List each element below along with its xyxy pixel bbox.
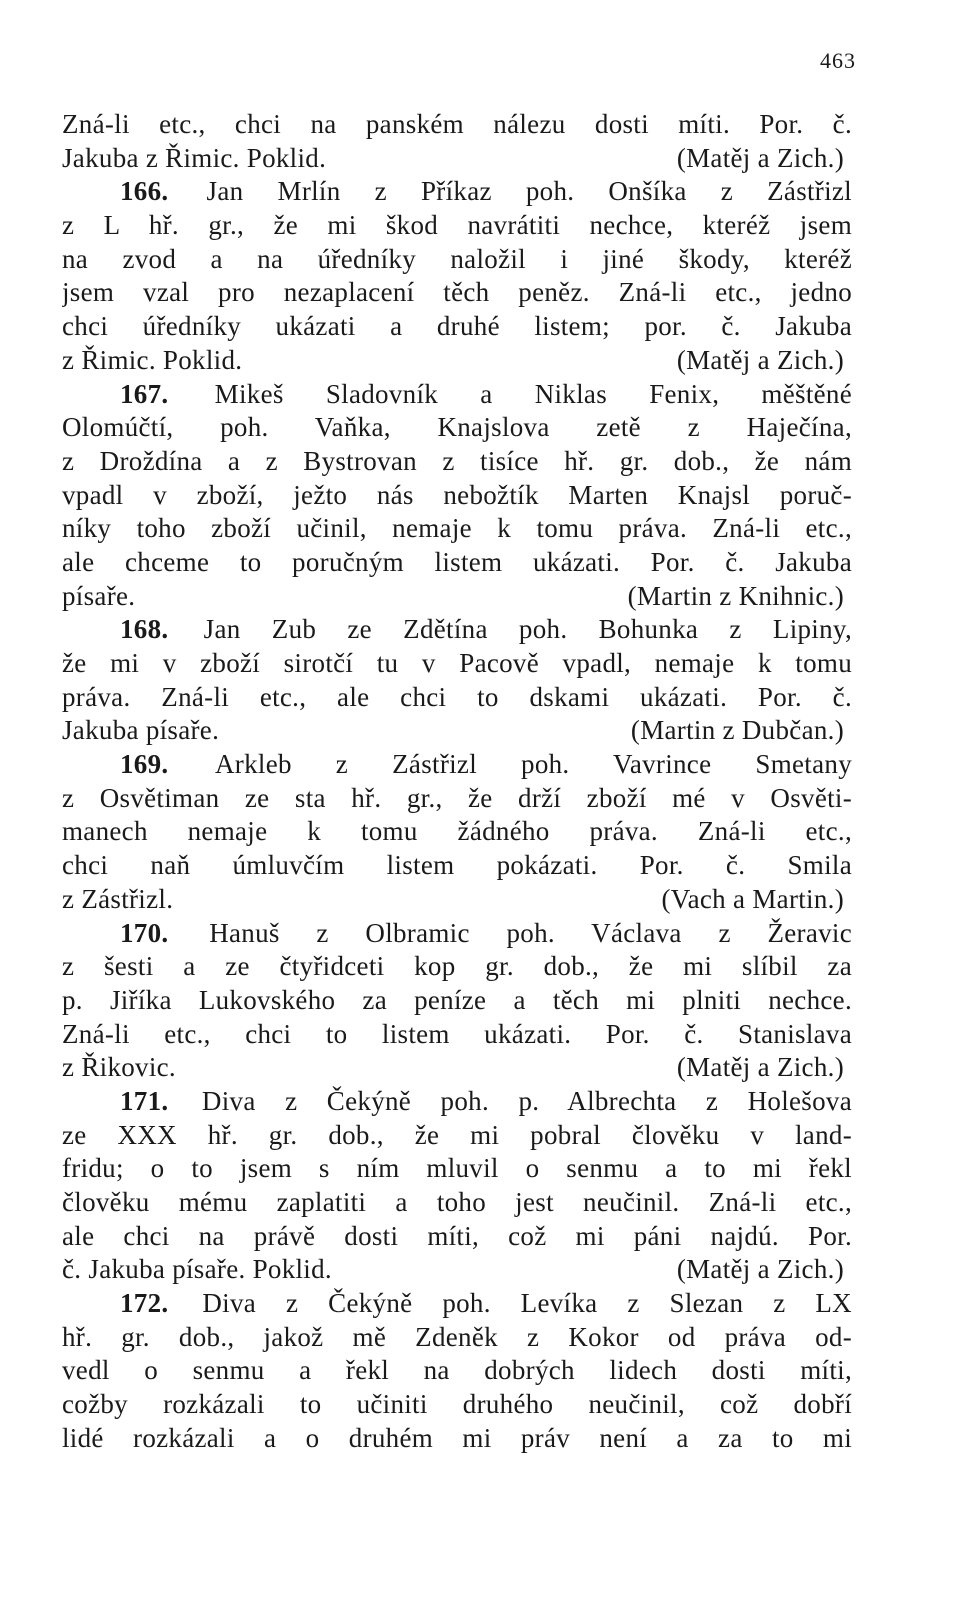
- line-text: Mikeš Sladovník a Niklas Fenix, měštěné: [214, 378, 852, 409]
- line-text: z L hř. gr., že mi škod navrátiti nechce, kteréž jsem: [62, 210, 852, 241]
- line-text: Diva z Čekýně poh. Levíka z Slezan z LX: [202, 1288, 852, 1319]
- line-text: č. Jakuba písaře. Poklid.: [62, 1254, 332, 1285]
- line-text: že mi v zboží sirotčí tu v Pacově vpadl, nemaje k tomu: [62, 648, 852, 678]
- signature: (Martin z Dubčan.): [630, 715, 844, 746]
- text-line: [62, 1321, 852, 1355]
- text-line: [62, 1220, 852, 1254]
- text-line: [62, 849, 852, 883]
- signature: (Matěj a Zich.): [676, 1052, 844, 1083]
- line-text: jsem vzal pro nezaplacení těch peněz. Zná-li etc., jedno: [62, 277, 852, 308]
- line-text: Hanuš z Olbramic poh. Václava z Žeravic: [209, 917, 852, 948]
- line-text: ze XXX hř. gr. dob., že mi pobral člověku v land-: [62, 1119, 852, 1150]
- text-line: [62, 276, 852, 310]
- line-text: lidé rozkázali a o druhém mi práv není a za to mi: [62, 1422, 852, 1453]
- line-text: na zvod a na úředníky naložil i jiné škody, kteréž: [62, 243, 852, 274]
- signature: (Matěj a Zich.): [676, 344, 844, 375]
- text-line: [62, 445, 852, 479]
- line-text: člověku mému zaplatiti a toho jest neučinil. Zná-li etc.,: [62, 1187, 852, 1217]
- text-line: [62, 1422, 852, 1456]
- line-text: Jakuba z Řimic. Poklid.: [62, 142, 327, 173]
- text-line: [62, 546, 852, 580]
- text-line: [62, 1186, 852, 1220]
- entry-number: 171.: [120, 1085, 169, 1116]
- line-text: Jan Zub ze Zdětína poh. Bohunka z Lipiny,: [203, 614, 852, 645]
- line-text: Arkleb z Zástřizl poh. Vavrince Smetany: [215, 749, 852, 780]
- entry-number: 172.: [120, 1288, 169, 1319]
- line-text: Diva z Čekýně poh. p. Albrechta z Holešova: [201, 1085, 852, 1116]
- page-number: 463: [820, 48, 856, 73]
- text-line: [62, 108, 852, 142]
- text-line: [62, 344, 852, 378]
- signature: (Matěj a Zich.): [676, 1254, 844, 1285]
- entry-number: 167.: [120, 378, 169, 409]
- text-line: [62, 411, 852, 445]
- text-line: [62, 1287, 852, 1321]
- text-line: [62, 815, 852, 849]
- line-text: fridu; o to jsem s ním mluvil o senmu a to mi řekl: [62, 1153, 852, 1184]
- line-text: z Řimic. Poklid.: [62, 344, 243, 375]
- line-text: práva. Zná-li etc., ale chci to dskami ukázati. Por. č.: [62, 681, 852, 712]
- line-text: chci naň úmluvčím listem pokázati. Por. č. Smila: [62, 850, 852, 881]
- text-line: [62, 1018, 852, 1052]
- text-line: [62, 613, 852, 647]
- text-line: [62, 1388, 852, 1422]
- line-text: ale chceme to poručným listem ukázati. Por. č. Jakuba: [62, 546, 852, 577]
- text-line: [62, 1354, 852, 1388]
- line-text: ale chci na právě dosti míti, což mi páni najdú. Por.: [62, 1220, 852, 1251]
- text-line: [62, 243, 852, 277]
- text-line: [62, 748, 852, 782]
- text-line: [62, 782, 852, 816]
- line-text: vpadl v zboží, ježto nás nebožtík Marten Knajsl poruč-: [62, 479, 852, 510]
- signature: (Vach a Martin.): [661, 883, 844, 914]
- line-text: hř. gr. dob., jakož mě Zdeněk z Kokor od práva od-: [62, 1321, 852, 1352]
- line-text: z Řikovic.: [62, 1052, 176, 1083]
- text-line: [62, 883, 852, 917]
- line-text: Jakuba písaře.: [62, 715, 220, 746]
- line-text: Jan Mrlín z Příkaz poh. Onšíka z Zástřizl: [206, 176, 852, 207]
- entry-number: 169.: [120, 749, 169, 780]
- line-text: Olomúčtí, poh. Vaňka, Knajslova zetě z Haječína,: [62, 412, 852, 443]
- text-line: [62, 984, 852, 1018]
- text-line: [62, 714, 852, 748]
- text-line: [62, 142, 852, 176]
- line-text: vedl o senmu a řekl na dobrých lidech dosti míti,: [62, 1355, 852, 1386]
- line-text: cožby rozkázali to učiniti druhého neučinil, což dobří: [62, 1389, 852, 1420]
- line-text: z Osvětiman ze sta hř. gr., že drží zboží mé v Osvěti-: [62, 782, 852, 813]
- entry-number: 166.: [120, 176, 169, 207]
- line-text: z Zástřizl.: [62, 883, 174, 914]
- text-line: [62, 1253, 852, 1287]
- text-line: [62, 512, 852, 546]
- text-line: [62, 580, 852, 614]
- text-line: [62, 647, 852, 681]
- line-text: z Droždína a z Bystrovan z tisíce hř. gr. dob., že nám: [62, 445, 852, 476]
- signature: (Matěj a Zich.): [676, 142, 844, 173]
- text-line: [62, 378, 852, 412]
- line-text: Zná-li etc., chci na panském nálezu dosti míti. Por. č.: [62, 109, 852, 139]
- text-line: [62, 1119, 852, 1153]
- line-text: z šesti a ze čtyřidceti kop gr. dob., že mi slíbil za: [62, 951, 852, 982]
- text-line: [62, 479, 852, 513]
- line-text: Zná-li etc., chci to listem ukázati. Por. č. Stanislava: [62, 1018, 852, 1049]
- text-line: [62, 950, 852, 984]
- text-line: [62, 310, 852, 344]
- text-line: [62, 1085, 852, 1119]
- line-text: manech nemaje k tomu žádného práva. Zná-li etc.,: [62, 816, 852, 847]
- text-block: [62, 108, 852, 1456]
- line-text: p. Jiříka Lukovského za peníze a těch mi plniti nechce.: [62, 984, 852, 1015]
- text-line: [62, 1051, 852, 1085]
- line-text: písaře.: [62, 580, 136, 611]
- line-text: chci úředníky ukázati a druhé listem; por. č. Jakuba: [62, 311, 852, 342]
- text-line: [62, 1152, 852, 1186]
- text-line: [62, 209, 852, 243]
- text-line: [62, 175, 852, 209]
- text-line: [62, 681, 852, 715]
- signature: (Martin z Knihnic.): [627, 580, 844, 611]
- text-line: [62, 917, 852, 951]
- entry-number: 170.: [120, 917, 169, 948]
- entry-number: 168.: [120, 614, 169, 645]
- line-text: níky toho zboží učinil, nemaje k tomu práva. Zná-li etc.,: [62, 513, 852, 544]
